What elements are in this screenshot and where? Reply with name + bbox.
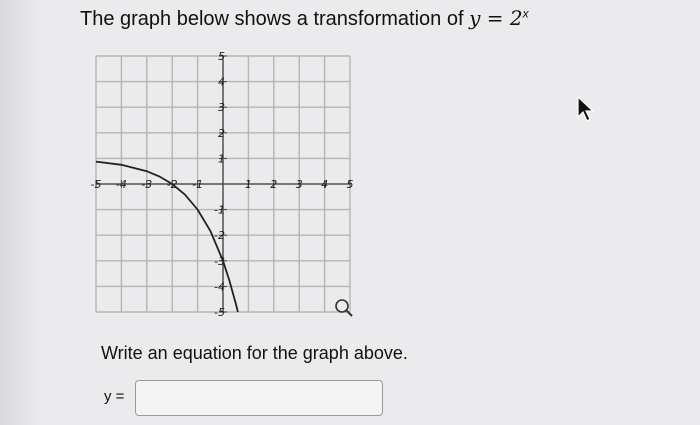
left-shadow — [0, 0, 40, 425]
graph-axes — [96, 56, 350, 312]
mouse-pointer-icon — [575, 95, 597, 123]
y-tick-label: -5 — [214, 306, 225, 319]
x-tick-label: -1 — [192, 178, 204, 191]
y-tick-label: 2 — [218, 126, 225, 140]
x-tick-label: 3 — [295, 178, 303, 191]
x-tick-label: -4 — [115, 178, 127, 191]
prompt-text: Write an equation for the graph above. — [101, 343, 408, 363]
x-tick-label: -5 — [90, 178, 102, 191]
y-tick-label: -2 — [214, 229, 225, 243]
x-tick-label: 1 — [244, 178, 252, 191]
y-tick-label: 4 — [218, 75, 225, 89]
x-tick-label: -3 — [141, 178, 153, 191]
y-tick-label: -4 — [214, 280, 225, 294]
x-tick-label: 5 — [346, 178, 354, 191]
y-tick-label: 3 — [218, 101, 225, 115]
question-math: y = 2 — [469, 6, 523, 30]
answer-input[interactable] — [135, 380, 383, 416]
y-tick-label: 1 — [218, 152, 225, 166]
question-title — [80, 6, 529, 31]
y-tick-label: -1 — [214, 203, 225, 217]
answer-label: y = — [104, 388, 125, 405]
y-tick-label: 5 — [218, 50, 225, 63]
x-tick-label: 2 — [270, 178, 278, 191]
question-text: The graph below shows a transformation of — [80, 8, 470, 30]
x-tick-label: -2 — [166, 178, 178, 191]
coordinate-graph — [84, 50, 364, 322]
y-tick-label: -3 — [214, 254, 225, 268]
x-tick-label: 4 — [321, 178, 329, 191]
question-exponent: x — [522, 6, 529, 21]
